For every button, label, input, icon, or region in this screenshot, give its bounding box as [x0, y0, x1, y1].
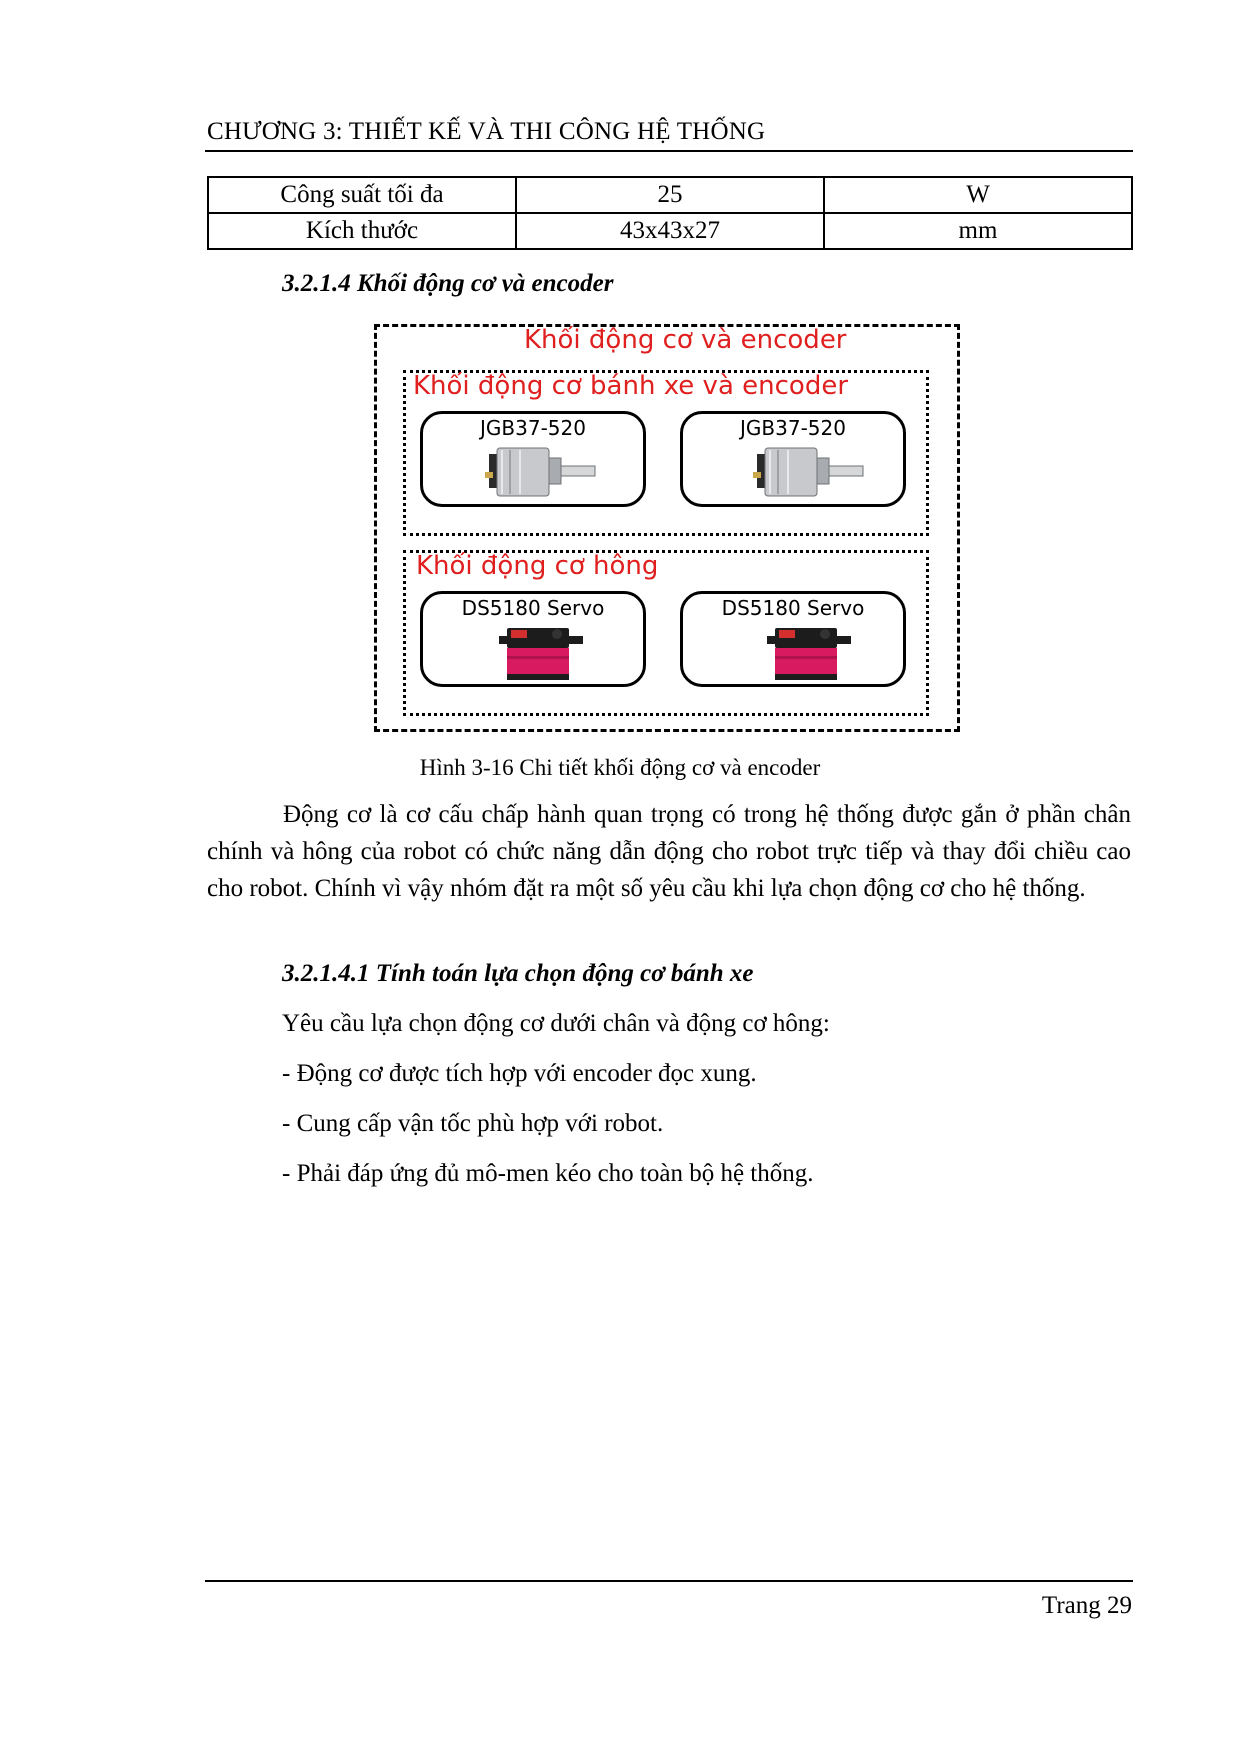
chapter-header: CHƯƠNG 3: THIẾT KẾ VÀ THI CÔNG HỆ THỐNG	[207, 118, 766, 145]
wheel-block-title: Khối động cơ bánh xe và encoder	[413, 371, 849, 401]
figure-title: Khối động cơ và encoder	[524, 325, 847, 355]
hip-block-title: Khối động cơ hông	[416, 551, 659, 581]
servo-icon	[499, 626, 583, 682]
body-paragraph: Động cơ là cơ cấu chấp hành quan trọng có trong hệ thống được gắn ở phần chân chính và hông của robot có chức năng dẫn động cho robot trực tiếp và thay đổi chiều cao cho robot. Chính vì vậy nhóm đặt ra một số yêu cầu khi lựa chọn động cơ cho hệ thống.	[207, 801, 1131, 902]
gear-motor-icon	[753, 442, 869, 502]
gear-motor-icon	[485, 442, 601, 502]
table-cell-unit: W	[824, 177, 1132, 213]
table-cell-name: Kích thước	[208, 213, 516, 249]
table-cell-name: Công suất tối đa	[208, 177, 516, 213]
motor-model-label: JGB37-520	[480, 416, 586, 440]
motor-model-label: JGB37-520	[740, 416, 846, 440]
subsection-heading: 3.2.1.4.1 Tính toán lựa chọn động cơ bánh xe	[282, 960, 754, 987]
footer-divider	[205, 1580, 1133, 1582]
list-item: - Phải đáp ứng đủ mô-men kéo cho toàn bộ hệ thống.	[282, 1160, 814, 1187]
section-heading: 3.2.1.4 Khối động cơ và encoder	[282, 270, 614, 297]
page-number: Trang 29	[1041, 1592, 1132, 1619]
header-divider	[205, 150, 1133, 152]
motor-model-label: DS5180 Servo	[721, 596, 865, 620]
servo-card	[420, 591, 646, 687]
wheel-motor-card	[420, 411, 646, 507]
servo-card	[680, 591, 906, 687]
figure-caption: Hình 3-16 Chi tiết khối động cơ và encoder	[419, 755, 821, 780]
table-row	[208, 213, 1132, 249]
table-cell-value: 25	[516, 177, 824, 213]
table-cell-value: 43x43x27	[516, 213, 824, 249]
list-item: - Động cơ được tích hợp với encoder đọc xung.	[282, 1060, 757, 1087]
wheel-motor-card	[680, 411, 906, 507]
table-cell-unit: mm	[824, 213, 1132, 249]
motor-model-label: DS5180 Servo	[461, 596, 605, 620]
spec-table	[207, 176, 1133, 250]
requirements-intro: Yêu cầu lựa chọn động cơ dưới chân và động cơ hông:	[282, 1010, 830, 1037]
list-item: - Cung cấp vận tốc phù hợp với robot.	[282, 1110, 664, 1137]
servo-icon	[767, 626, 851, 682]
table-row	[208, 177, 1132, 213]
